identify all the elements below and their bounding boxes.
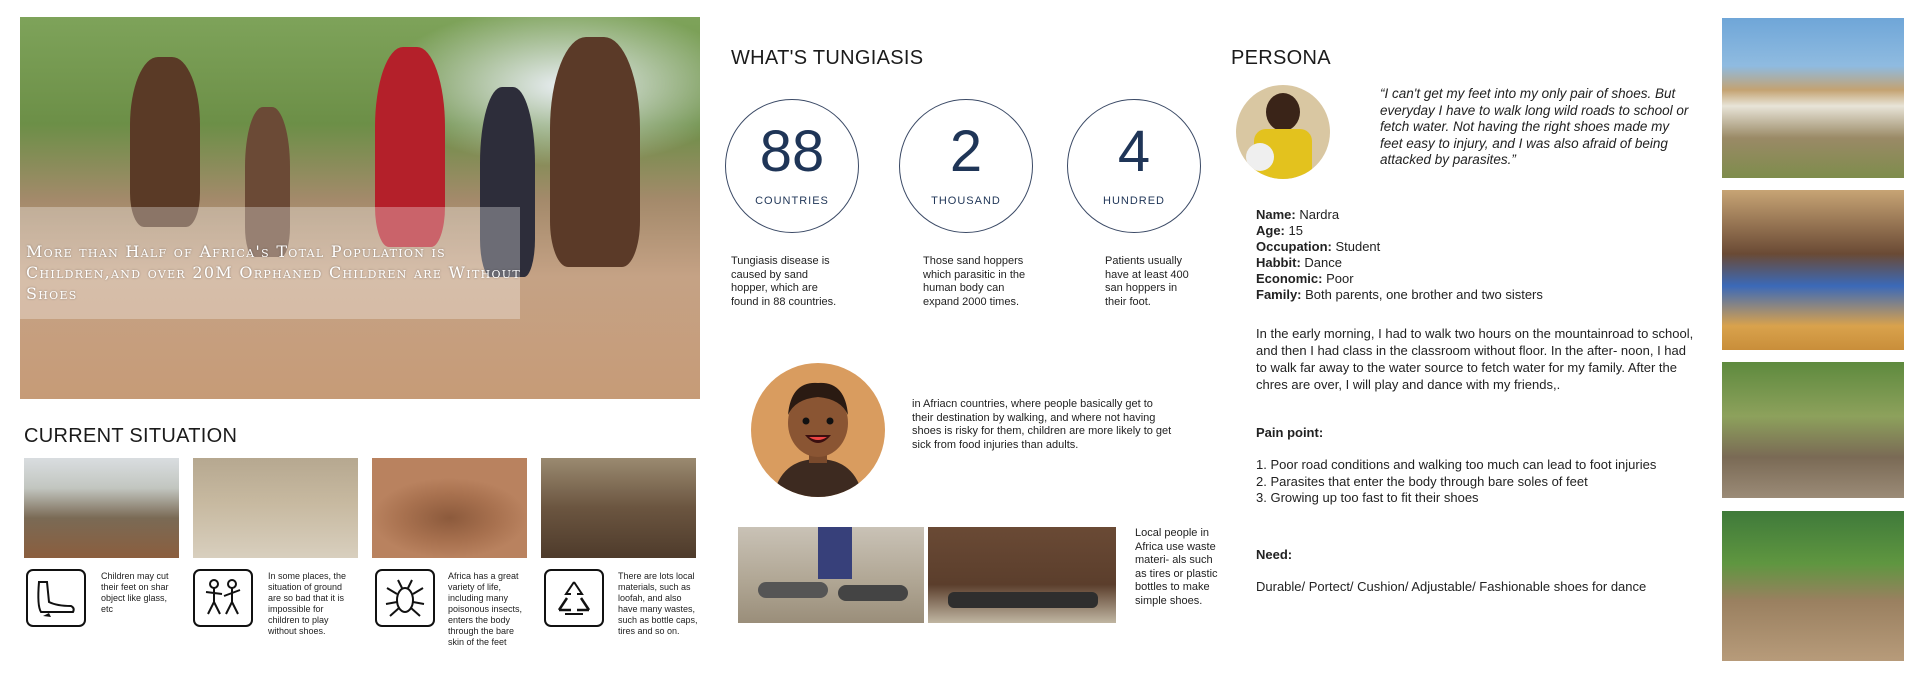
persona-field-occupation: Occupation: Student	[1256, 239, 1381, 254]
children-playing-icon	[193, 569, 253, 627]
stat-thousand-circle	[899, 99, 1033, 233]
pain-point-list	[1256, 457, 1656, 507]
persona-field-age: Age: 15	[1256, 223, 1303, 238]
stat-countries-unit: COUNTRIES	[755, 195, 829, 207]
classroom-photo	[1722, 190, 1904, 350]
current-situation-title: CURRENT SITUATION	[24, 425, 238, 447]
village-play-photo	[1722, 511, 1904, 661]
bare-feet-photo	[372, 458, 527, 558]
persona-avatar-photo	[1236, 85, 1330, 179]
current-item-3-text: Africa has a great variety of life, including many poisonous insects, enters the body through the bare skin of the feet	[448, 571, 523, 647]
school-walk-photo	[1722, 18, 1904, 178]
stat-countries-number: 88	[759, 119, 825, 184]
insect-icon	[375, 569, 435, 627]
fetching-water-photo	[1722, 362, 1904, 498]
recycle-icon	[544, 569, 604, 627]
stat-hundred-description: Patients usually have at least 400 san hoppers in their foot.	[1105, 255, 1189, 308]
persona-fields	[1256, 207, 1543, 303]
stat-thousand-description: Those sand hoppers which parasitic in the human body can expand 2000 times.	[923, 255, 1026, 308]
kid-note-text: in Afriacn countries, where people basically get to their destination by walking, and where not having shoes is risky for them, children are more likely to get sick from food injuries than adults.	[912, 398, 1172, 451]
waste-materials-photo	[541, 458, 696, 558]
current-item-1-text: Children may cut their feet on shar object like glass, etc	[101, 571, 169, 614]
tungiasis-title: WHAT'S TUNGIASIS	[731, 47, 924, 69]
stat-countries-circle	[725, 99, 859, 233]
persona-field-habbit: Habbit: Dance	[1256, 255, 1342, 270]
current-item-2-text: In some places, the situation of ground are so bad that it is impossible for children to play without shoes.	[268, 571, 347, 636]
hero-dancing-children-photo	[20, 17, 700, 399]
walking-children-photo	[24, 458, 179, 558]
hero-caption: More than Half of Africa's Total Population is Children,and over 20M Orphaned Children are Without Shoes	[26, 242, 522, 303]
persona-field-name: Name: Nardra	[1256, 207, 1340, 222]
need-text: Durable/ Portect/ Cushion/ Adjustable/ Fashionable shoes for dance	[1256, 579, 1647, 594]
persona-story: In the early morning, I had to walk two hours on the mountainroad to school, and then I had class in the classroom without floor. In the after- noon, I had to walk far away to the water source to fetch water for my family. After the chres are over, I will play and dance with my friends,.	[1256, 326, 1694, 392]
current-item-4-text: There are lots local materials, such as loofah, and also have many wastes, such as bottle caps, tires and so on.	[618, 571, 698, 636]
bottle-sandals-photo	[928, 527, 1116, 623]
children-playing-photo	[193, 458, 358, 558]
stat-hundred-circle	[1067, 99, 1201, 233]
tire-sandals-photo	[738, 527, 924, 623]
need-title: Need:	[1256, 547, 1293, 562]
stat-countries-description: Tungiasis disease is caused by sand hopper, which are found in 88 countries.	[731, 255, 837, 308]
pain-point-item: 2. Parasites that enter the body through bare soles of feet	[1256, 473, 1588, 489]
stat-thousand-number: 2	[949, 119, 983, 184]
stat-thousand-unit: THOUSAND	[931, 195, 1001, 207]
pain-point-item: 3. Growing up too fast to fit their shoes	[1256, 490, 1479, 505]
pain-point-item: 1. Poor road conditions and walking too much can lead to foot injuries	[1256, 457, 1657, 472]
persona-title: PERSONA	[1231, 47, 1331, 69]
foot-cut-icon	[26, 569, 86, 627]
pain-point-title: Pain point:	[1256, 425, 1324, 440]
waste-note-text: Local people in Africa use waste materi- als such as tires or plastic bottles to make simple shoes.	[1135, 527, 1218, 607]
child-avatar-illustration	[751, 363, 885, 497]
stat-hundred-number: 4	[1117, 119, 1151, 184]
persona-field-family: Family: Both parents, one brother and two sisters	[1256, 287, 1543, 302]
persona-quote: “I can't get my feet into my only pair of shoes. But everyday I have to walk long wild roads to school or fetch water. Not having the right shoes made my feet easy to injury, and I was also afraid of being attacked by parasites.”	[1380, 86, 1689, 167]
stat-hundred-unit: HUNDRED	[1103, 195, 1165, 207]
persona-field-economic: Economic: Poor	[1256, 271, 1354, 286]
